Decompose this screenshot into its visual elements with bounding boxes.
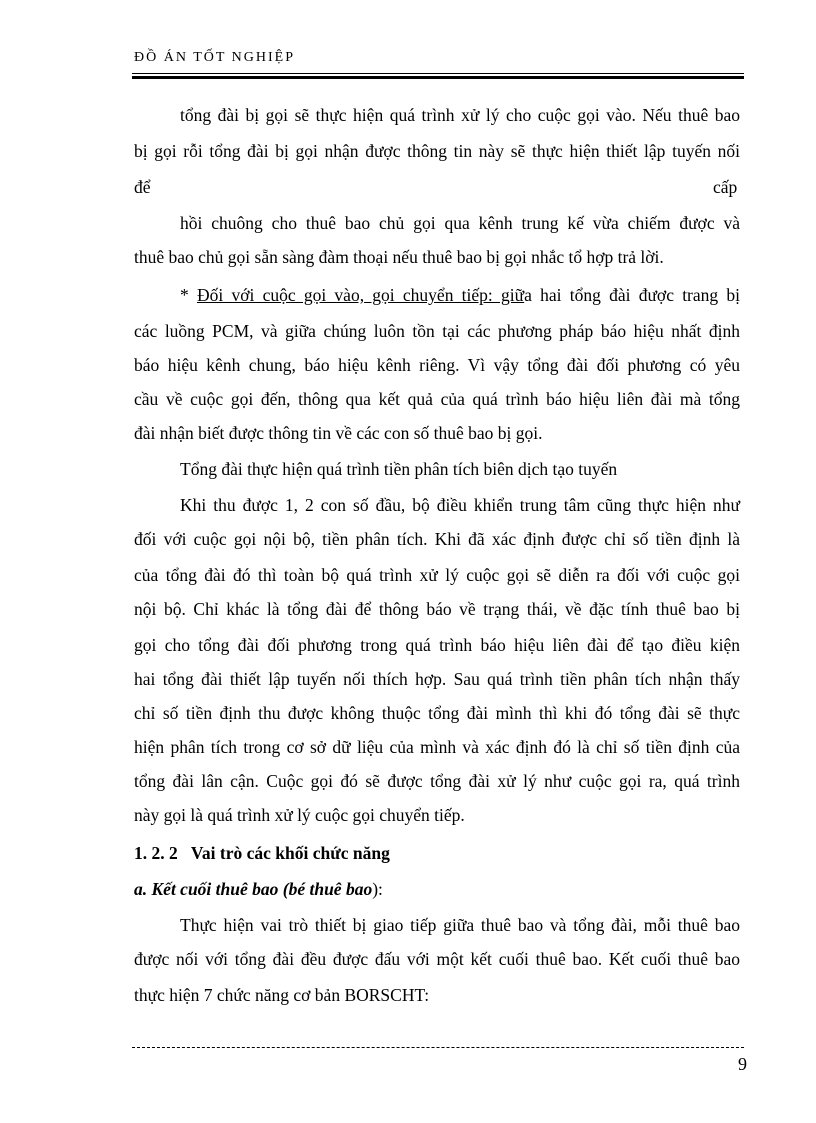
- header-title: ĐỒ ÁN TỐT NGHIỆP: [134, 50, 295, 65]
- subsection-title: a. Kết cuối thuê bao (bé thuê bao: [134, 879, 373, 899]
- section-title: Vai trò các khối chức năng: [190, 843, 390, 863]
- paragraph-line: của tổng đài đó thì toàn bộ quá trình xử lý cuộc gọi sẽ diễn ra đối với cuộc gọi: [134, 565, 740, 585]
- page-number: 9: [738, 1054, 747, 1074]
- paragraph-line: hồi chuông cho thuê bao chủ gọi qua kênh trung kế vừa chiếm được và: [180, 213, 740, 233]
- paragraph-line: thuê bao chủ gọi sẵn sàng đàm thoại nếu thuê bao bị gọi nhắc tổ hợp trả lời.: [134, 247, 664, 267]
- paragraph-line: này gọi là quá trình xử lý cuộc gọi chuyển tiếp.: [134, 805, 465, 825]
- paragraph-line: Thực hiện vai trò thiết bị giao tiếp giữa thuê bao và tổng đài, mỗi thuê bao: [180, 915, 740, 935]
- paragraph-line: Tổng đài thực hiện quá trình tiền phân tích biên dịch tạo tuyến: [180, 459, 618, 479]
- split-word-right: cấp: [713, 177, 738, 197]
- paragraph-line: các luồng PCM, và giữa chúng luôn tồn tại các phương pháp báo hiệu nhất định: [134, 321, 740, 341]
- paragraph-line: bị gọi rỗi tổng đài bị gọi nhận được thông tin này sẽ thực hiện thiết lập tuyến nối: [134, 141, 740, 161]
- section-heading: [134, 842, 740, 864]
- paragraph-line: được nối với tổng đài đều được đấu với một kết cuối thuê bao. Kết cuối thuê bao: [134, 949, 740, 969]
- paragraph-line: báo hiệu kênh chung, báo hiệu kênh riêng. Vì vậy tổng đài đối phương có yêu: [134, 355, 740, 375]
- paragraph-line: đài nhận biết được thông tin về các con số thuê bao bị gọi.: [134, 423, 543, 443]
- paragraph-line: hiện phân tích trong cơ sở dữ liệu của mình và xác định đó là chỉ số tiền định của: [134, 737, 740, 757]
- underlined-heading: Đối với cuộc gọi vào, gọi chuyển tiếp: giữ: [196, 285, 525, 305]
- paragraph-line: nội bộ. Chỉ khác là tổng đài để thông báo về trạng thái, về đặc tính thuê bao bị: [134, 599, 740, 619]
- paragraph-line-rest: a hai tổng đài được trang bị: [524, 285, 740, 305]
- bullet-star: *: [180, 285, 197, 305]
- paragraph-line: gọi cho tổng đài đối phương trong quá trình báo hiệu liên đài để tạo điều kiện: [134, 635, 740, 655]
- subsection-suffix: ):: [372, 879, 383, 899]
- header-rule-thick: [132, 76, 744, 79]
- paragraph-line: chỉ số tiền định thu được không thuộc tổng đài mình thì khi đó tổng đài sẽ thực: [134, 703, 740, 723]
- paragraph-line: Khi thu được 1, 2 con số đầu, bộ điều khiển trung tâm cũng thực hiện như: [180, 495, 740, 515]
- split-word-left: để: [134, 177, 151, 197]
- section-number: 1. 2. 2: [134, 843, 178, 863]
- paragraph-line: tổng đài bị gọi sẽ thực hiện quá trình xử lý cho cuộc gọi vào. Nếu thuê bao: [180, 105, 740, 125]
- paragraph-line: đối với cuộc gọi nội bộ, tiền phân tích. Khi đã xác định được chỉ số tiền định là: [134, 529, 740, 549]
- paragraph-line: tổng đài lân cận. Cuộc gọi đó sẽ được tổng đài xử lý như cuộc gọi ra, quá trình: [134, 771, 740, 791]
- paragraph-line: thực hiện 7 chức năng cơ bản BORSCHT:: [134, 985, 430, 1005]
- footer-rule: [132, 1047, 744, 1048]
- paragraph-line: [180, 284, 740, 306]
- header-rule-thin: [132, 73, 744, 74]
- paragraph-line: cầu về cuộc gọi đến, thông qua kết quả của quá trình báo hiệu liên đài mà tổng: [134, 389, 740, 409]
- paragraph-line: hai tổng đài thiết lập tuyến nối thích hợp. Sau quá trình tiền phân tích nhận thấy: [134, 669, 740, 689]
- subsection-heading: [134, 878, 740, 900]
